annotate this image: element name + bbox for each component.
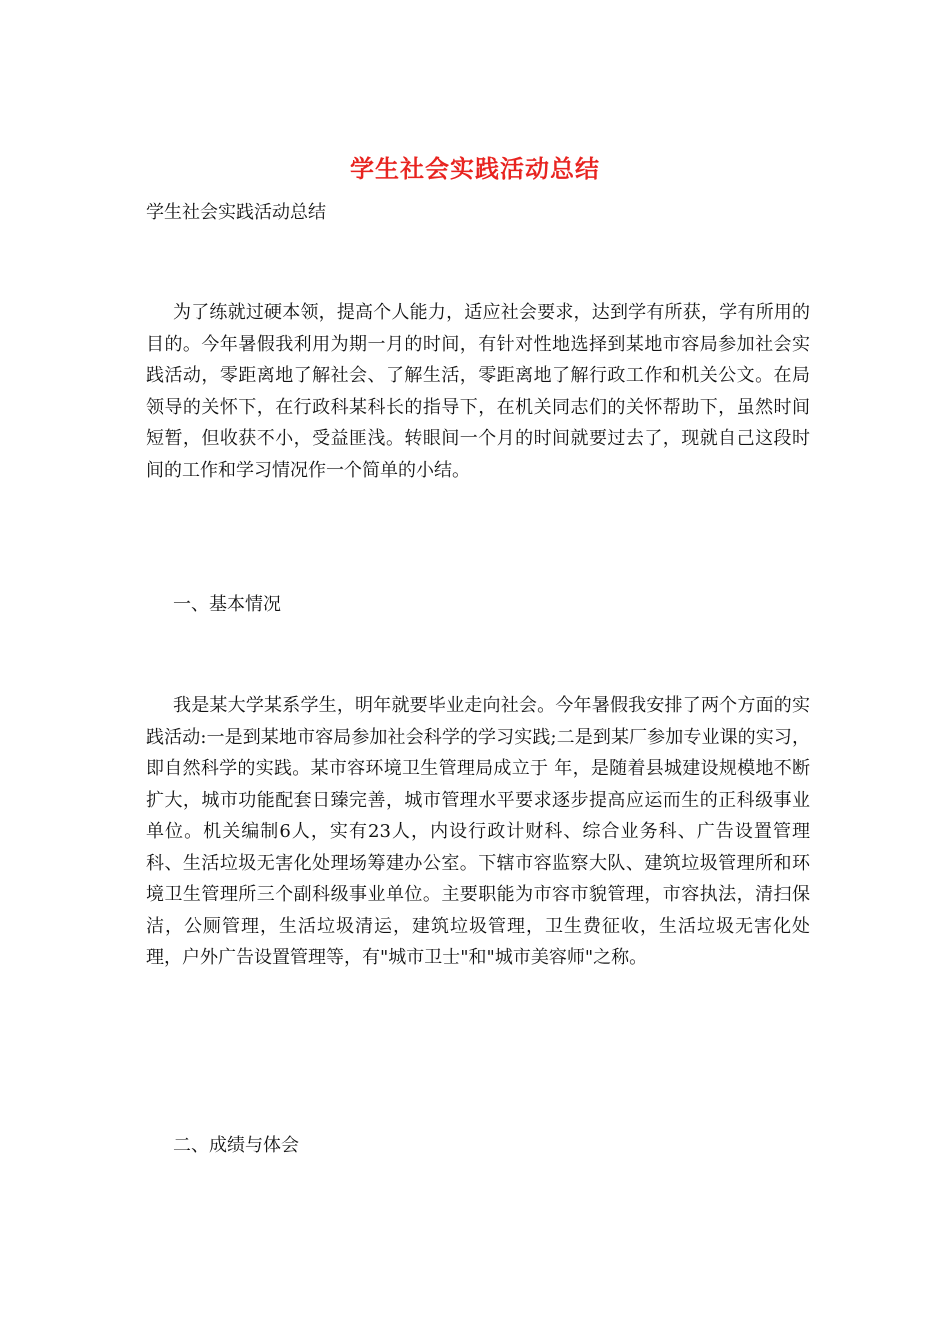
paragraph-intro: 为了练就过硬本领，提高个人能力，适应社会要求，达到学有所获，学有所用的目的。今年暑假我利用为期一月的时间，有针对性地选择到某地市容局参加社会实践活动，零距离地了解社会、了解生活，零距离地了解行政工作和机关公文。在局领导的关怀下，在行政科某科长的指导下，在机关同志们的关怀帮助下，虽然时间短暂，但收获不小，受益匪浅。转眼间一个月的时间就要过去了，现就自己这段时间的工作和学习情况作一个简单的小结。	[146, 302, 810, 481]
document-subtitle: 学生社会实践活动总结	[146, 202, 326, 223]
document-title: 学生社会实践活动总结	[350, 154, 600, 183]
paragraph-basic-info: 我是某大学某系学生，明年就要毕业走向社会。今年暑假我安排了两个方面的实践活动:一是到某地市容局参加社会科学的学习实践;二是到某厂参加专业课的实习，即自然科学的实践。某市容环境卫生管理局成立于 年，是随着县城建设规模地不断扩大，城市功能配套日臻完善，城市管理水平要求逐步提高应运而生的正科级事业单位。机关编制6人，实有23人，内设行政计财科、综合业务科、广告设置管理科、生活垃圾无害化处理场筹建办公室。下辖市容监察大队、建筑垃圾管理所和环境卫生管理所三个副科级事业单位。主要职能为市容市貌管理，市容执法，清扫保洁，公厕管理，生活垃圾清运，建筑垃圾管理，卫生费征收，生活垃圾无害化处理，户外广告设置管理等，有"城市卫士"和"城市美容师"之称。	[146, 695, 810, 968]
section-heading-basic-info: 一、基本情况	[173, 594, 281, 615]
section-heading-achievements: 二、成绩与体会	[173, 1135, 299, 1156]
